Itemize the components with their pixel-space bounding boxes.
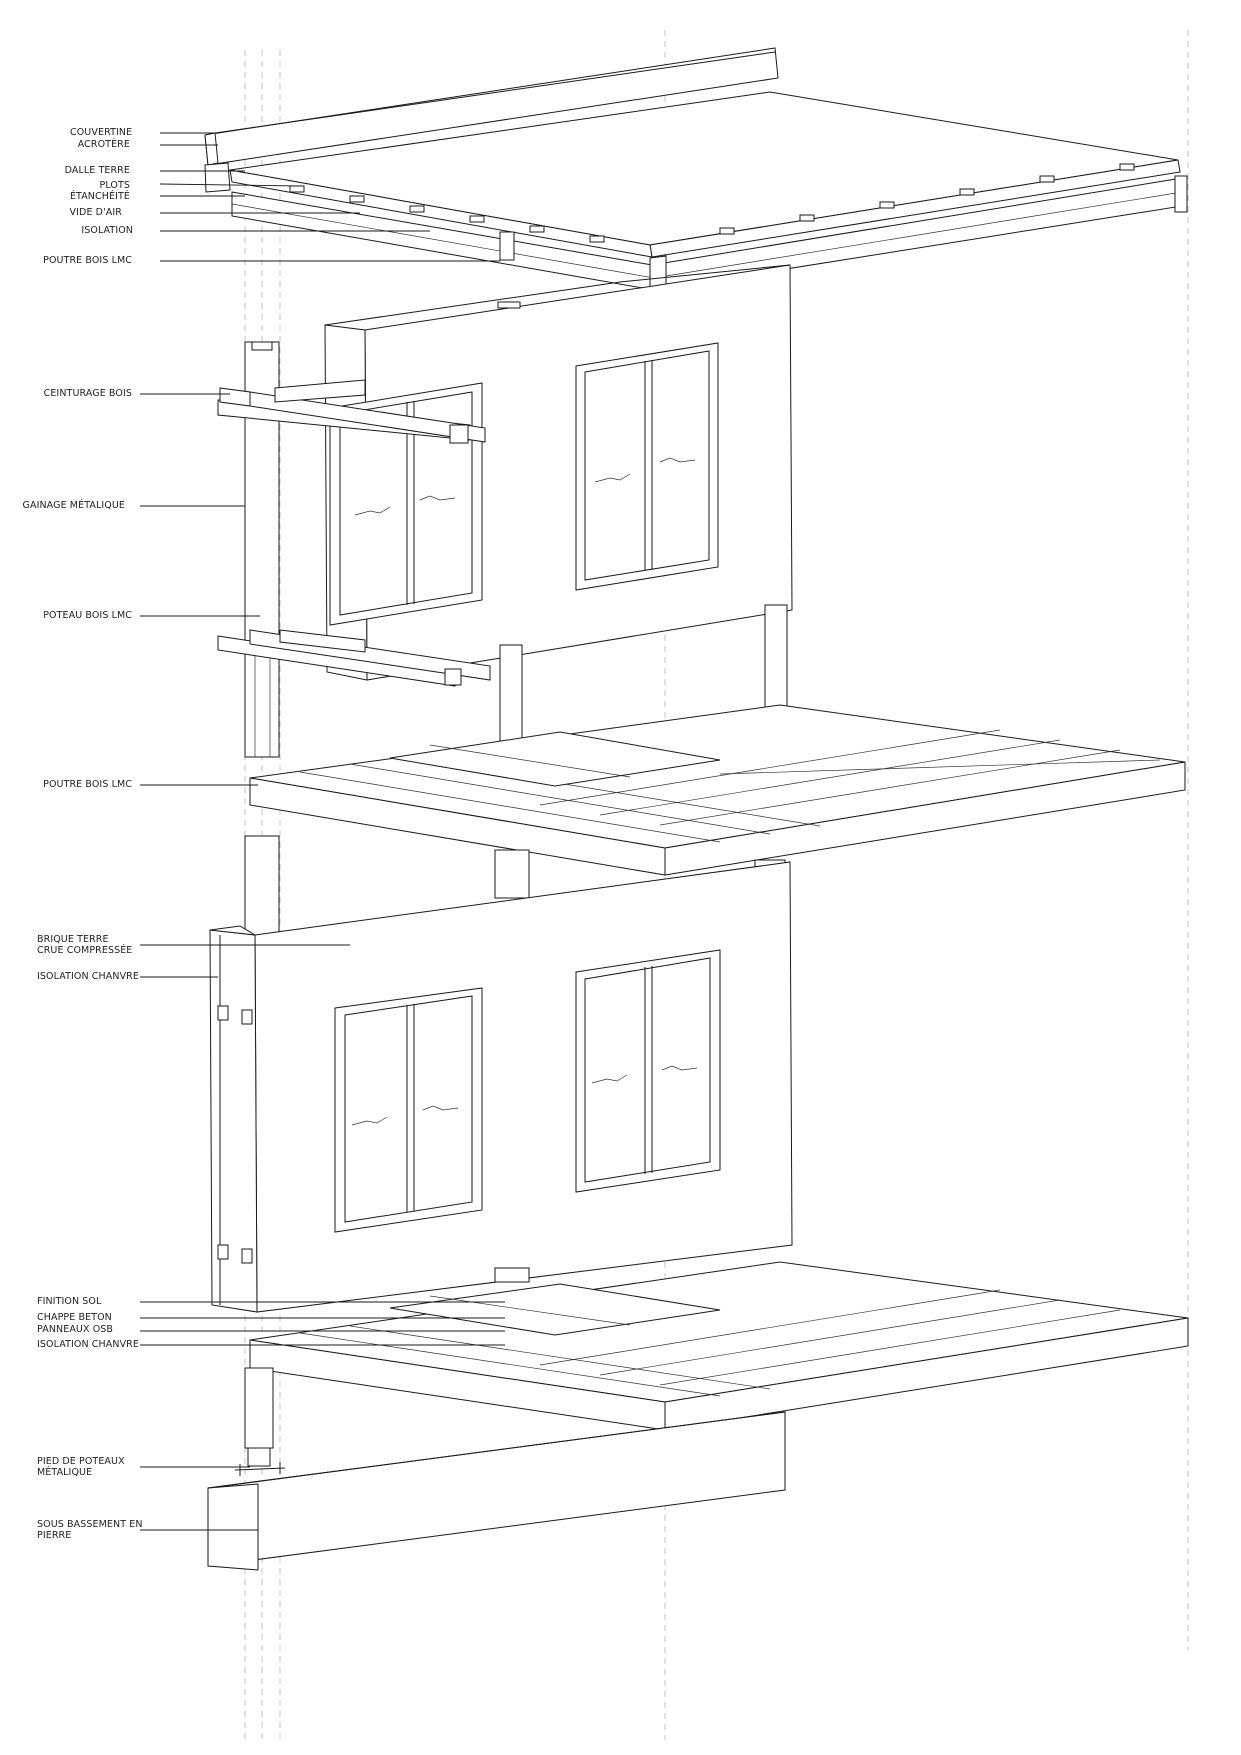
label-gainage: GAINAGE MÉTALIQUE [22, 500, 125, 511]
label-poteau: POTEAU BOIS LMC [43, 610, 132, 621]
label-chappe-beton: CHAPPE BETON [37, 1312, 112, 1323]
roof-assembly [205, 48, 1187, 290]
label-etancheite: ÉTANCHÉITÉ [69, 191, 130, 202]
label-acrotere: ACROTÈRE [77, 139, 130, 150]
label-isolation-chanvre-wall: ISOLATION CHANVRE [37, 971, 139, 982]
label-pied-poteaux: PIED DE POTEAUX MÉTALIQUE [37, 1456, 125, 1478]
label-plots: PLOTS [99, 180, 130, 191]
label-ceinturage: CEINTURAGE BOIS [43, 388, 132, 399]
label-poutre-bois-mid: POUTRE BOIS LMC [43, 779, 132, 790]
lower-wall [210, 862, 792, 1312]
label-vide-air: VIDE D'AIR [69, 207, 122, 218]
label-panneaux-osb: PANNEAUX OSB [37, 1324, 114, 1335]
label-finition-sol: FINITION SOL [37, 1296, 102, 1307]
label-poutre-bois-top: POUTRE BOIS LMC [43, 255, 132, 266]
label-brique-terre: BRIQUE TERRE CRUE COMPRESSÉE [37, 934, 133, 956]
label-dalle-terre: DALLE TERRE [64, 165, 130, 176]
label-isolation-chanvre-floor: ISOLATION CHANVRE [37, 1339, 139, 1350]
label-isolation: ISOLATION [81, 225, 133, 236]
label-sous-bassement: SOUS BASSEMENT EN PIERRE [37, 1519, 143, 1541]
label-couvertine: COUVERTINE [70, 127, 133, 138]
foundation [208, 1412, 785, 1570]
